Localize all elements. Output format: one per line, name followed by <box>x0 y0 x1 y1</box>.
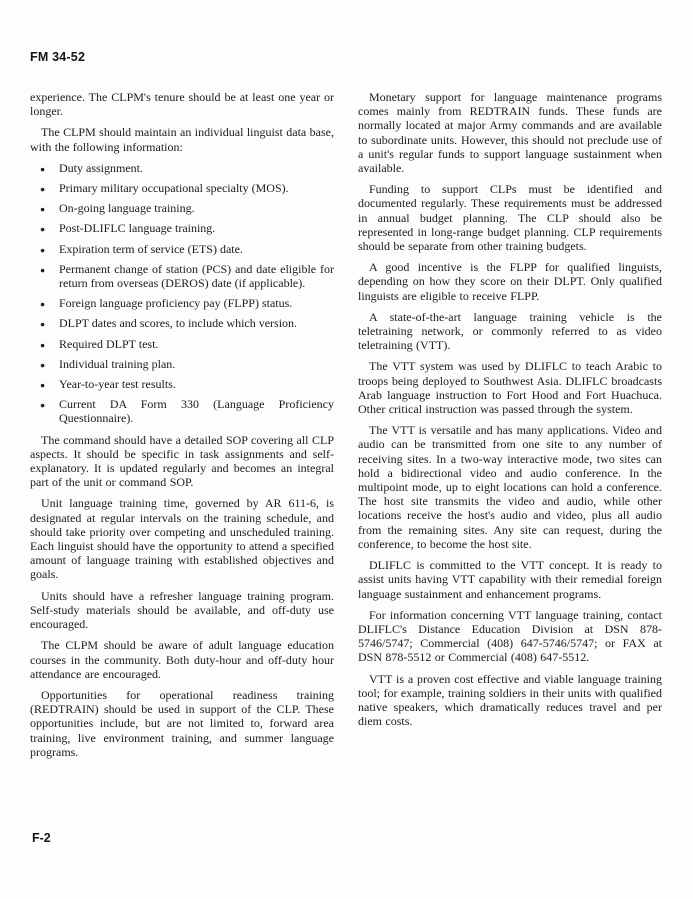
list-item <box>40 397 334 425</box>
list-item-text: On-going language training. <box>59 201 195 216</box>
two-column-body <box>30 90 663 766</box>
list-item-text: Post-DLIFLC language training. <box>59 221 216 236</box>
list-item-text: Primary military occupational specialty (MOS). <box>59 181 289 196</box>
list-item <box>40 377 334 391</box>
paragraph: Funding to support CLPs must be identified and documented regularly. These requirements must be addressed in annual budget planning. The CLP should also be represented in long-range budget planning. CLP requirements should be separate from other training budgets. <box>358 182 662 254</box>
list-item <box>40 161 334 175</box>
bullet-icon: ● <box>40 299 46 310</box>
list-item <box>40 221 334 235</box>
page-number: F-2 <box>32 831 51 845</box>
list-item-text: Year-to-year test results. <box>59 377 176 392</box>
manual-number-header: FM 34-52 <box>30 50 86 64</box>
list-item <box>40 296 334 310</box>
bullet-icon: ● <box>40 380 46 391</box>
bullet-icon: ● <box>40 400 46 411</box>
list-item-text: Current DA Form 330 (Language Proficiency Questionnaire). <box>59 397 334 426</box>
bullet-icon: ● <box>40 224 46 235</box>
bullet-icon: ● <box>40 163 46 174</box>
list-item-text: Permanent change of station (PCS) and date eligible for return from overseas (DEROS) date (if applicable). <box>59 261 334 291</box>
bullet-icon: ● <box>40 339 46 350</box>
list-item <box>40 316 334 330</box>
list-item <box>40 337 334 351</box>
paragraph: The VTT system was used by DLIFLC to teach Arabic to troops being deployed to Southwest Asia. DLIFLC broadcasts Arab language instruction to Fort Hood and Fort Huachuca. Other critical instruction was passed through the system. <box>358 359 662 417</box>
list-item-text: Expiration term of service (ETS) date. <box>59 241 243 256</box>
paragraph: For information concerning VTT language training, contact DLIFLC's Distance Education Division at DSN 878-5746/5747; Commercial (408) 647-5746/5747; or FAX at DSN 878-5512 or Commercial (408) 647-5512. <box>358 607 662 665</box>
list-item <box>40 181 334 195</box>
list-item-text: Duty assignment. <box>59 160 143 175</box>
paragraph: The command should have a detailed SOP covering all CLP aspects. It should be specific in task assignments and self-explanatory. It is updated regularly and becomes an integral part of the unit or command SOP. <box>30 432 334 490</box>
paragraph: Monetary support for language maintenance programs comes mainly from REDTRAIN funds. These funds are normally located at major Army commands and are available to subordinate units. However, this should not preclude use of a unit's regular funds to support language sustainment when available. <box>358 90 662 176</box>
bullet-icon: ● <box>40 359 46 370</box>
list-item <box>40 357 334 371</box>
paragraph: The VTT is versatile and has many applications. Video and audio can be transmitted from one site to any number of receiving sites. In a two-way interactive mode, two sites can hold a bidirectional video and audio conference. In the multipoint mode, up to eight locations can hold a conference. The host site transmits the video and audio, while other locations receive the host's audio and video, plus all audio from the remaining sites. Any site can request, during the conference, to become the host site. <box>358 423 662 551</box>
bullet-icon: ● <box>40 319 46 330</box>
paragraph: Units should have a refresher language training program. Self-study materials should be available, and off-duty use encouraged. <box>30 588 334 632</box>
linguist-data-bullet-list <box>30 161 334 426</box>
list-item-text: Individual training plan. <box>59 356 176 371</box>
paragraph: A state-of-the-art language training vehicle is the teletraining network, or commonly referred to as video teletraining (VTT). <box>358 309 662 353</box>
list-item <box>40 201 334 215</box>
paragraph: VTT is a proven cost effective and viable language training tool; for example, training soldiers in their units with qualified native speakers, which dramatically reduces travel and per diem costs. <box>358 671 662 729</box>
paragraph: DLIFLC is committed to the VTT concept. It is ready to assist units having VTT capability with their remedial foreign language sustainment and enhancement programs. <box>358 558 662 601</box>
bullet-icon: ● <box>40 184 46 195</box>
list-item-text: Foreign language proficiency pay (FLPP) status. <box>59 296 293 311</box>
bullet-icon: ● <box>40 204 46 215</box>
paragraph: The CLPM should be aware of adult language education courses in the community. Both duty-hour and off-duty hour attendance are encouraged. <box>30 638 334 681</box>
paragraph: experience. The CLPM's tenure should be at least one year or longer. <box>30 90 334 119</box>
bullet-icon: ● <box>40 264 46 275</box>
paragraph: Unit language training time, governed by AR 611-6, is designated at regular intervals on the training schedule, and should take priority over competing and unscheduled training. Each linguist should have the opportunity to attend a specified amount of language training with established objectives and goals. <box>30 496 334 582</box>
list-item <box>40 242 334 256</box>
paragraph: The CLPM should maintain an individual linguist data base, with the following information: <box>30 125 334 154</box>
bullet-icon: ● <box>40 244 46 255</box>
paragraph: A good incentive is the FLPP for qualified linguists, depending on how they score on their DLPT. Only qualified linguists are eligible to receive FLPP. <box>358 260 662 303</box>
paragraph: Opportunities for operational readiness training (REDTRAIN) should be used in support of the CLP. These opportunities include, but are not limited to, forward area training, live environment training, and summer language programs. <box>30 687 334 759</box>
list-item <box>40 262 334 290</box>
right-column <box>358 90 662 766</box>
list-item-text: DLPT dates and scores, to include which version. <box>59 316 298 331</box>
left-column <box>30 90 334 766</box>
list-item-text: Required DLPT test. <box>59 336 159 351</box>
